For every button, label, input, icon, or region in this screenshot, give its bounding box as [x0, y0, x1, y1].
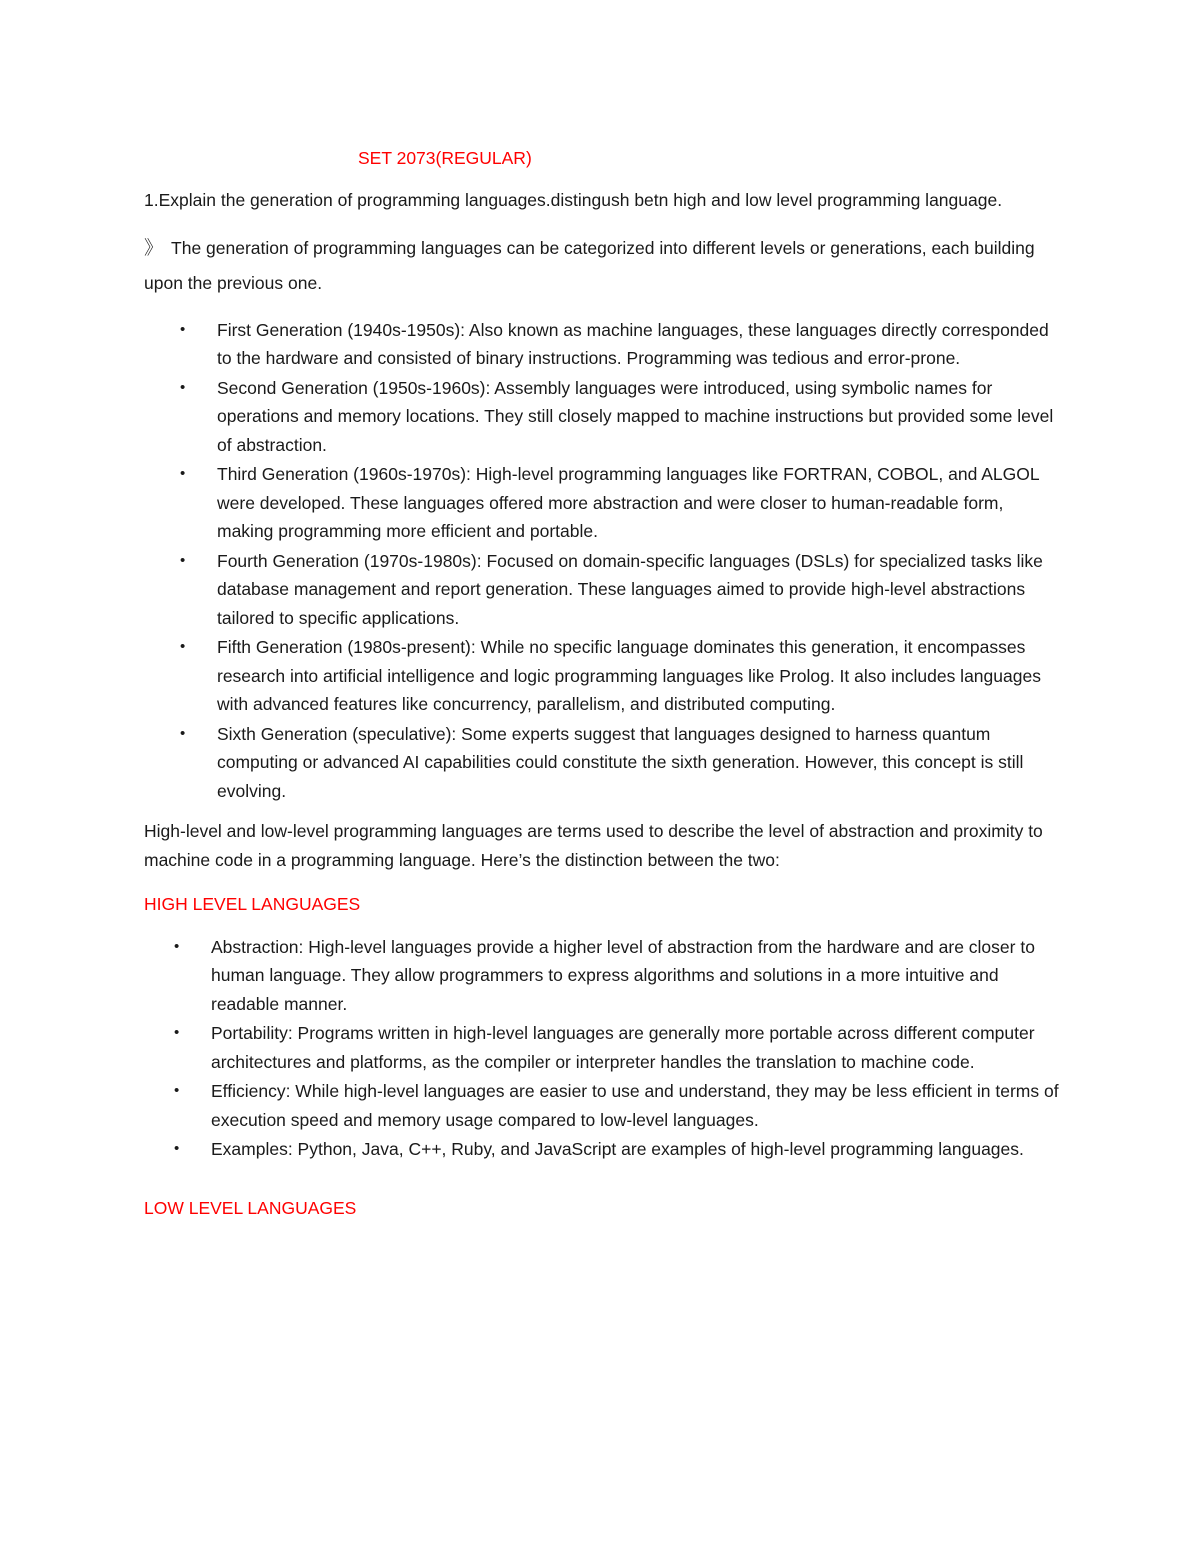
list-item: [144, 316, 1064, 373]
high-level-point: Efficiency: While high-level languages are easier to use and understand, they may be less efficient in terms of execution speed and memory usage compared to low-level languages.: [211, 1081, 1059, 1130]
bullet-icon: •: [180, 378, 186, 396]
bullet-icon: •: [180, 465, 186, 482]
intro-text: The generation of programming languages can be categorized into different levels or generations, each building upon the previous one.: [144, 237, 1035, 293]
list-item: [144, 1019, 1064, 1076]
high-level-point: Portability: Programs written in high-level languages are generally more portable across different computer architectures and platforms, as the compiler or interpreter handles the translation to machine code.: [211, 1023, 1035, 1072]
low-level-heading: LOW LEVEL LANGUAGES: [144, 1197, 357, 1218]
list-item: [144, 460, 1064, 546]
bullet-icon: •: [180, 724, 186, 742]
intro-paragraph: [144, 231, 1064, 300]
bullet-icon: •: [180, 320, 186, 338]
list-item: [144, 720, 1064, 806]
generation-text: Second Generation (1950s-1960s): Assembly languages were introduced, using symbolic names for operations and memory locations. They still closely mapped to machine instructions but provided some level of abstraction.: [217, 377, 1054, 455]
list-item: [144, 1077, 1064, 1134]
list-item: [144, 633, 1064, 719]
generation-text: Sixth Generation (speculative): Some experts suggest that languages designed to harness quantum computing or advanced AI capabilities could constitute the sixth generation. However, this concept is still evolving.: [217, 723, 1024, 801]
generation-text: Third Generation (1960s-1970s): High-level programming languages like FORTRAN, COBOL, and ALGOL were developed. These languages offered more abstraction and were closer to human-readable form, making programming more efficient and portable.: [217, 464, 1039, 541]
high-level-list: [144, 933, 1064, 1164]
bullet-icon: •: [180, 551, 186, 569]
arrow-icon: 》: [144, 237, 164, 259]
list-item: [144, 374, 1064, 460]
generations-list: [144, 316, 1064, 806]
generation-text: Fourth Generation (1970s-1980s): Focused on domain-specific languages (DSLs) for specialized tasks like database management and report generation. These languages aimed to provide high-level abstractions tailored to specific applications.: [217, 550, 1043, 628]
set-title: SET 2073(REGULAR): [358, 148, 532, 168]
list-item: [144, 933, 1064, 1019]
bullet-icon: •: [174, 1140, 180, 1157]
comparison-intro: High-level and low-level programming languages are terms used to describe the level of abstraction and proximity to machine code in a programming language. Here’s the distinction between the two:: [144, 821, 1043, 870]
bullet-icon: •: [174, 937, 180, 955]
high-level-point: Abstraction: High-level languages provide a higher level of abstraction from the hardware and are closer to human language. They allow programmers to express algorithms and solutions in a more intuitive and readable manner.: [211, 936, 1035, 1014]
question-text: 1.Explain the generation of programming languages.distingush betn high and low level programming language.: [144, 190, 1003, 210]
generation-text: Fifth Generation (1980s-present): While no specific language dominates this generation, it encompasses research into artificial intelligence and logic programming languages like Prolog. It also includes languages with advanced features like concurrency, parallelism, and distributed computing.: [217, 637, 1041, 714]
generation-text: First Generation (1940s-1950s): Also known as machine languages, these languages directly corresponded to the hardware and consisted of binary instructions. Programming was tedious and error-prone.: [217, 319, 1049, 368]
bullet-icon: •: [174, 1082, 180, 1099]
bullet-icon: •: [174, 1024, 180, 1041]
high-level-heading: HIGH LEVEL LANGUAGES: [144, 894, 361, 914]
bullet-icon: •: [180, 638, 186, 655]
high-level-point: Examples: Python, Java, C++, Ruby, and JavaScript are examples of high-level programming languages.: [211, 1139, 1024, 1159]
list-item: [144, 1135, 1064, 1164]
document-body: [144, 144, 1064, 1236]
list-item: [144, 547, 1064, 633]
